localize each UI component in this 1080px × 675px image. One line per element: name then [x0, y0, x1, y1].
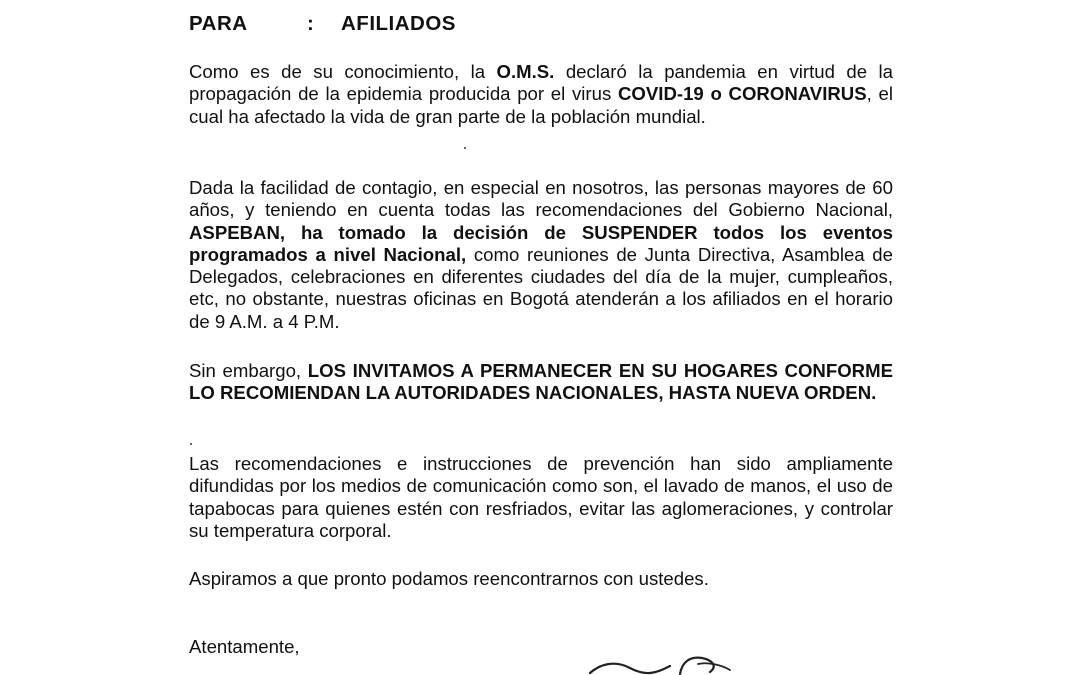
text-run: , el cual ha afectado la vida de gran parte de la población mundial.	[189, 83, 893, 127]
closing-salutation: Atentamente,	[189, 636, 300, 657]
bold-run: ASPEBAN, ha tomado la decisión de SUSPENDER todos los eventos programados a nivel Nacional,	[189, 221, 893, 265]
text-run: como reuniones de Junta Directiva, Asamblea de Delegados, celebraciones en diferentes ciudades del día de la mujer, cumpleaños, etc, no obstante, nuestras oficinas en Bogotá atenderán a los afiliados en el horario de 9 A.M. a 4 P.M.	[189, 243, 893, 332]
text-run: Sin embargo,	[189, 360, 308, 381]
bold-run: COVID-19 o CORONAVIRUS	[617, 83, 867, 105]
header-recipient: AFILIADOS	[341, 12, 456, 35]
paragraph-hope	[189, 568, 893, 590]
stray-dot	[464, 147, 466, 149]
bold-run: O.M.S.	[496, 61, 555, 82]
text-run: Dada la facilidad de contagio, en especial en nosotros, las personas mayores de 60 años, y teniendo en cuenta todas las recomendaciones del Gobierno Nacional,	[189, 177, 893, 221]
paragraph-stay-home	[189, 360, 893, 405]
text-run: declaró la pandemia en virtud de la propagación de la epidemia producida por el virus	[189, 61, 893, 105]
bold-run: LOS INVITAMOS A PERMANECER EN SU HOGARES CONFORME LO RECOMIENDAN LA AUTORIDADES NACIONALES, HASTA NUEVA ORDEN.	[189, 360, 893, 404]
text-run: Las recomendaciones e instrucciones de prevención han sido ampliamente difundidas por los medios de comunicación como son, el lavado de manos, el uso de tapabocas para quienes estén con resfriados, evitar las aglomeraciones, y controlar su temperatura corporal.	[189, 453, 893, 541]
header-separator: :	[307, 12, 315, 35]
paragraph-event-suspension	[189, 177, 893, 333]
text-run: Como es de su conocimiento, la	[189, 61, 497, 82]
paragraph-prevention	[189, 453, 893, 542]
text-run: Aspiramos a que pronto podamos reencontrarnos con ustedes.	[189, 568, 709, 589]
stray-dot	[190, 443, 192, 445]
header-label: PARA	[189, 12, 248, 35]
handwritten-signature	[560, 650, 760, 675]
paragraph-pandemic-declaration	[189, 61, 893, 128]
letter-header	[189, 12, 456, 36]
